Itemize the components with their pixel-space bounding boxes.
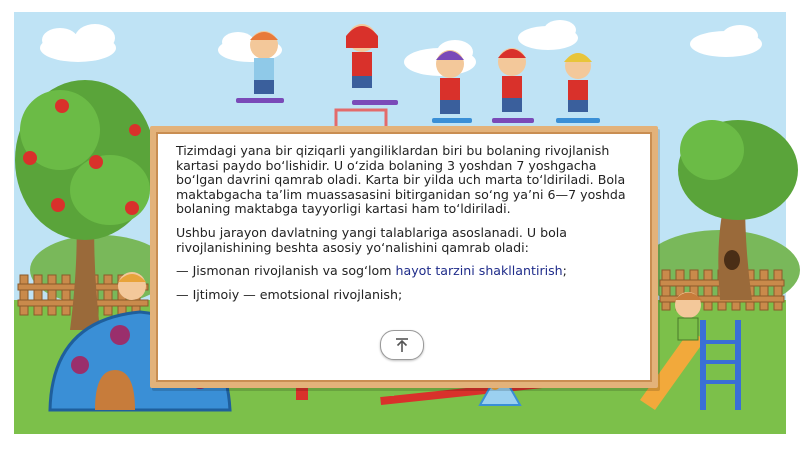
list-item-physical-text: — Jismonan rivojlanish va sog‘lom [176, 263, 396, 279]
list-item-physical [176, 264, 634, 279]
arrow-up-icon [393, 336, 411, 354]
list-item-physical-suffix: ; [562, 263, 567, 279]
list-item-social: — Ijtimoiy — emotsional rivojlanish; [176, 286, 403, 302]
paragraph-requirements: Ushbu jarayon davlatning yangi talablariga asoslanadi. U bola rivojlanishining beshta asosiy yo‘nalishini qamrab oladi: [176, 224, 567, 255]
scroll-up-button[interactable] [380, 330, 424, 360]
healthy-lifestyle-link[interactable]: hayot tarzini shakllantirish [395, 263, 563, 279]
paragraph-card-intro: Tizimdagi yana bir qiziqarli yangiliklardan biri bu bolaning rivojlanish kartasi paydo bo‘lishidir. U o‘zida bolaning 3 yoshdan 7 yoshgacha bo‘lgan davrini qamrab oladi. Karta bir yilda uch marta to‘ldiriladi. Bola maktabgacha ta’lim muassasasini bitirganidan so‘ng ya’ni 6—7 yoshda bolaning maktabga tayyorligi kartasi ham to‘ldiriladi. [176, 143, 626, 217]
